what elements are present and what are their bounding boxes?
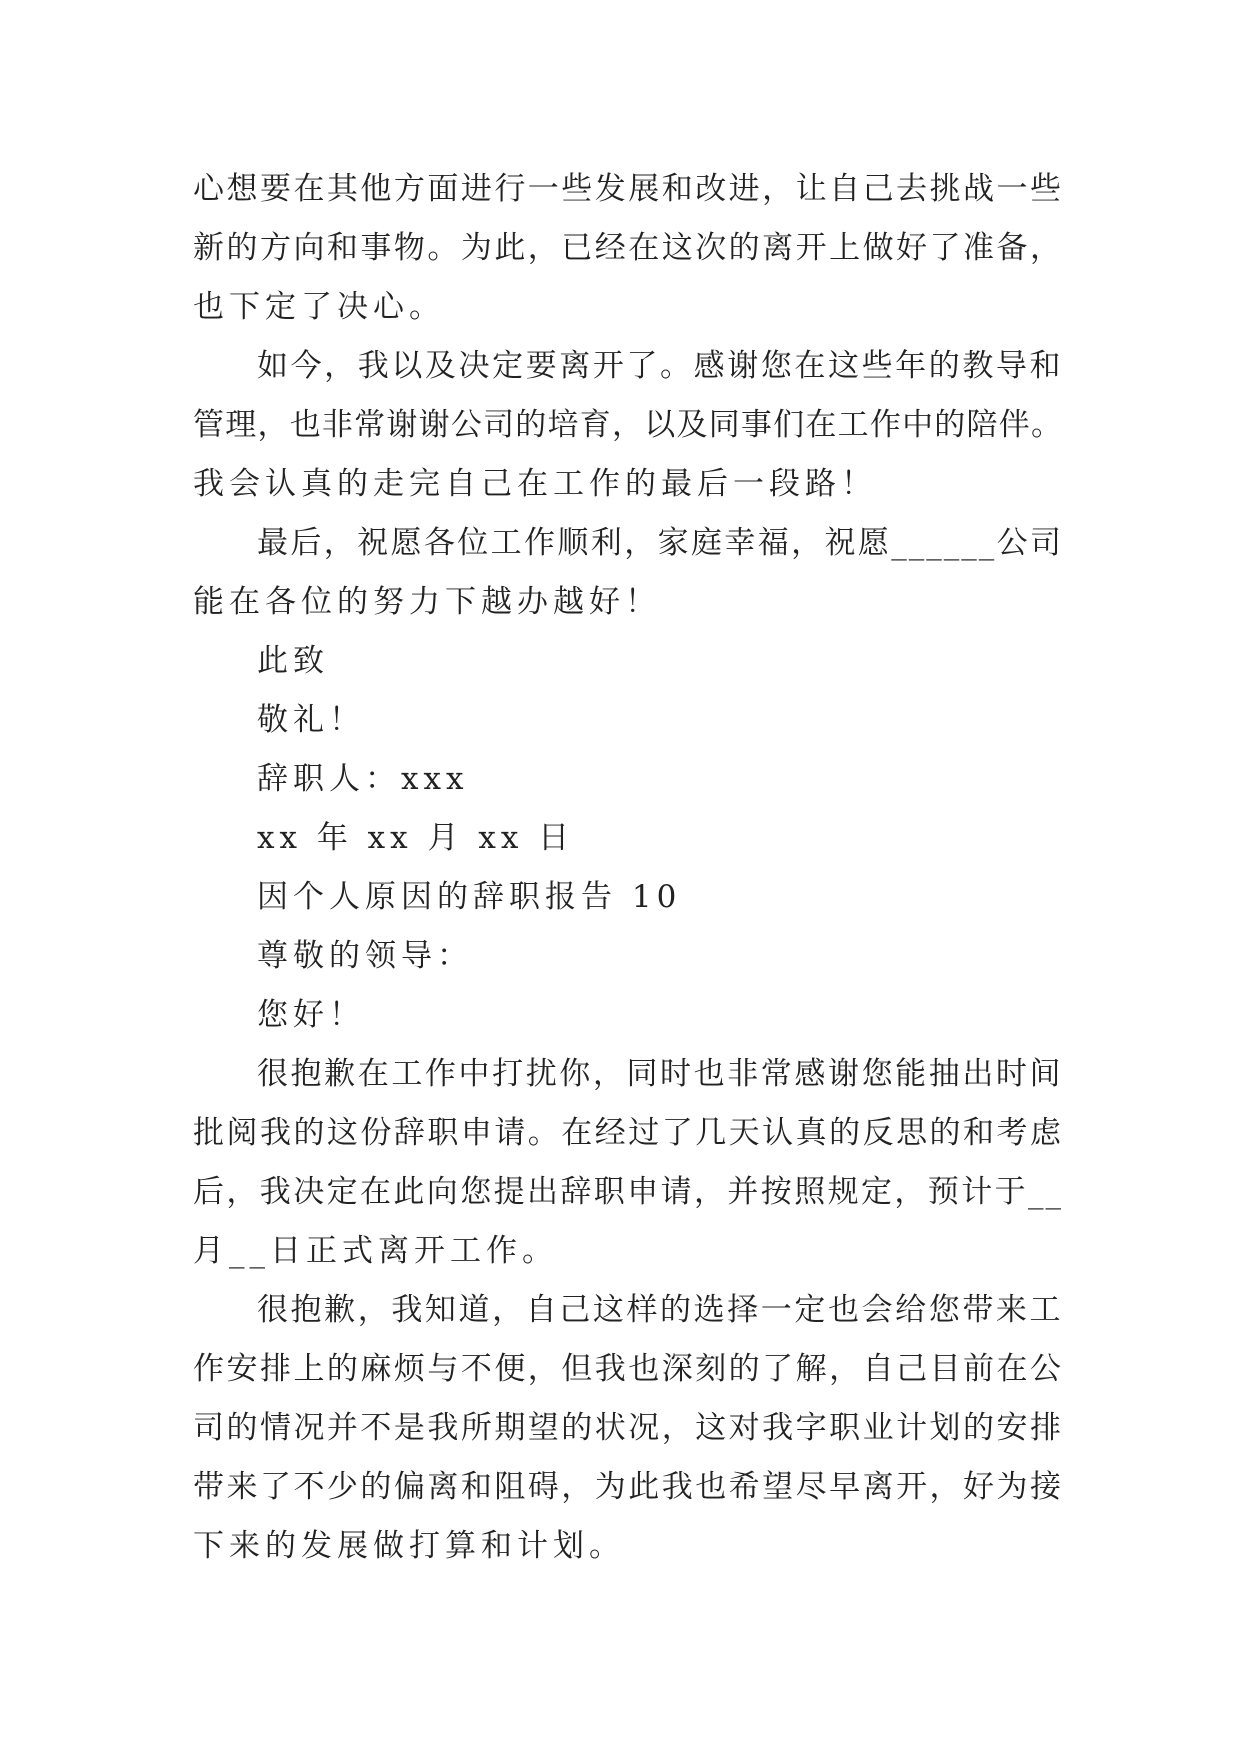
- text-line-content: 也下定了决心。: [193, 289, 445, 325]
- text-line: [193, 396, 1063, 455]
- text-line: [193, 1222, 1063, 1281]
- text-line-content: 新的方向和事物。为此，已经在这次的离开上做好了准备，: [193, 230, 1063, 266]
- text-line-content: 作安排上的麻烦与不便，但我也深刻的了解，自己目前在公: [193, 1351, 1063, 1387]
- text-line: [193, 868, 1063, 927]
- text-line-content: 如今，我以及决定要离开了。感谢您在这些年的教导和: [257, 348, 1063, 384]
- text-line: [193, 1104, 1063, 1163]
- text-line: [193, 278, 1063, 337]
- text-line-content: 我会认真的走完自己在工作的最后一段路！: [193, 466, 877, 502]
- text-line: [193, 809, 1063, 868]
- text-line-content: 最后，祝愿各位工作顺利，家庭幸福，祝愿______公司: [257, 525, 1063, 561]
- text-line: [193, 927, 1063, 986]
- text-line: [193, 750, 1063, 809]
- text-line: [193, 1281, 1063, 1340]
- text-line-content: 辞职人：xxx: [257, 761, 469, 797]
- text-line-content: 月__日正式离开工作。: [193, 1233, 558, 1269]
- text-line: [193, 573, 1063, 632]
- text-line-content: 下来的发展做打算和计划。: [193, 1528, 625, 1564]
- text-line: [193, 691, 1063, 750]
- text-line: [193, 514, 1063, 573]
- text-line-content: 敬礼！: [257, 702, 365, 738]
- text-line: [193, 455, 1063, 514]
- text-line-content: 很抱歉，我知道，自己这样的选择一定也会给您带来工: [257, 1292, 1063, 1328]
- text-line: [193, 986, 1063, 1045]
- text-line-content: 尊敬的领导：: [257, 938, 473, 974]
- text-line-content: 因个人原因的辞职报告 10: [257, 879, 682, 915]
- text-line: [193, 160, 1063, 219]
- text-line-content: 您好！: [257, 997, 365, 1033]
- text-line-content: 能在各位的努力下越办越好！: [193, 584, 661, 620]
- text-line-content: 带来了不少的偏离和阻碍，为此我也希望尽早离开，好为接: [193, 1469, 1063, 1505]
- text-line: [193, 1399, 1063, 1458]
- text-line: [193, 1517, 1063, 1576]
- text-line-content: 批阅我的这份辞职申请。在经过了几天认真的反思的和考虑: [193, 1115, 1063, 1151]
- text-line-content: 此致: [257, 643, 329, 679]
- text-line-content: 心想要在其他方面进行一些发展和改进，让自己去挑战一些: [193, 171, 1063, 207]
- text-line-content: 司的情况并不是我所期望的状况，这对我字职业计划的安排: [193, 1410, 1063, 1446]
- text-line-content: 后，我决定在此向您提出辞职申请，并按照规定，预计于__: [193, 1174, 1063, 1210]
- text-line-content: 管理，也非常谢谢公司的培育，以及同事们在工作中的陪伴。: [193, 407, 1063, 443]
- text-line: [193, 1458, 1063, 1517]
- text-line: [193, 1045, 1063, 1104]
- text-line: [193, 632, 1063, 691]
- text-line-content: xx 年 xx 月 xx 日: [257, 820, 575, 856]
- text-line: [193, 1340, 1063, 1399]
- text-line: [193, 337, 1063, 396]
- document-body: [193, 160, 1063, 1576]
- text-line-content: 很抱歉在工作中打扰你，同时也非常感谢您能抽出时间: [257, 1056, 1063, 1092]
- text-line: [193, 1163, 1063, 1222]
- text-line: [193, 219, 1063, 278]
